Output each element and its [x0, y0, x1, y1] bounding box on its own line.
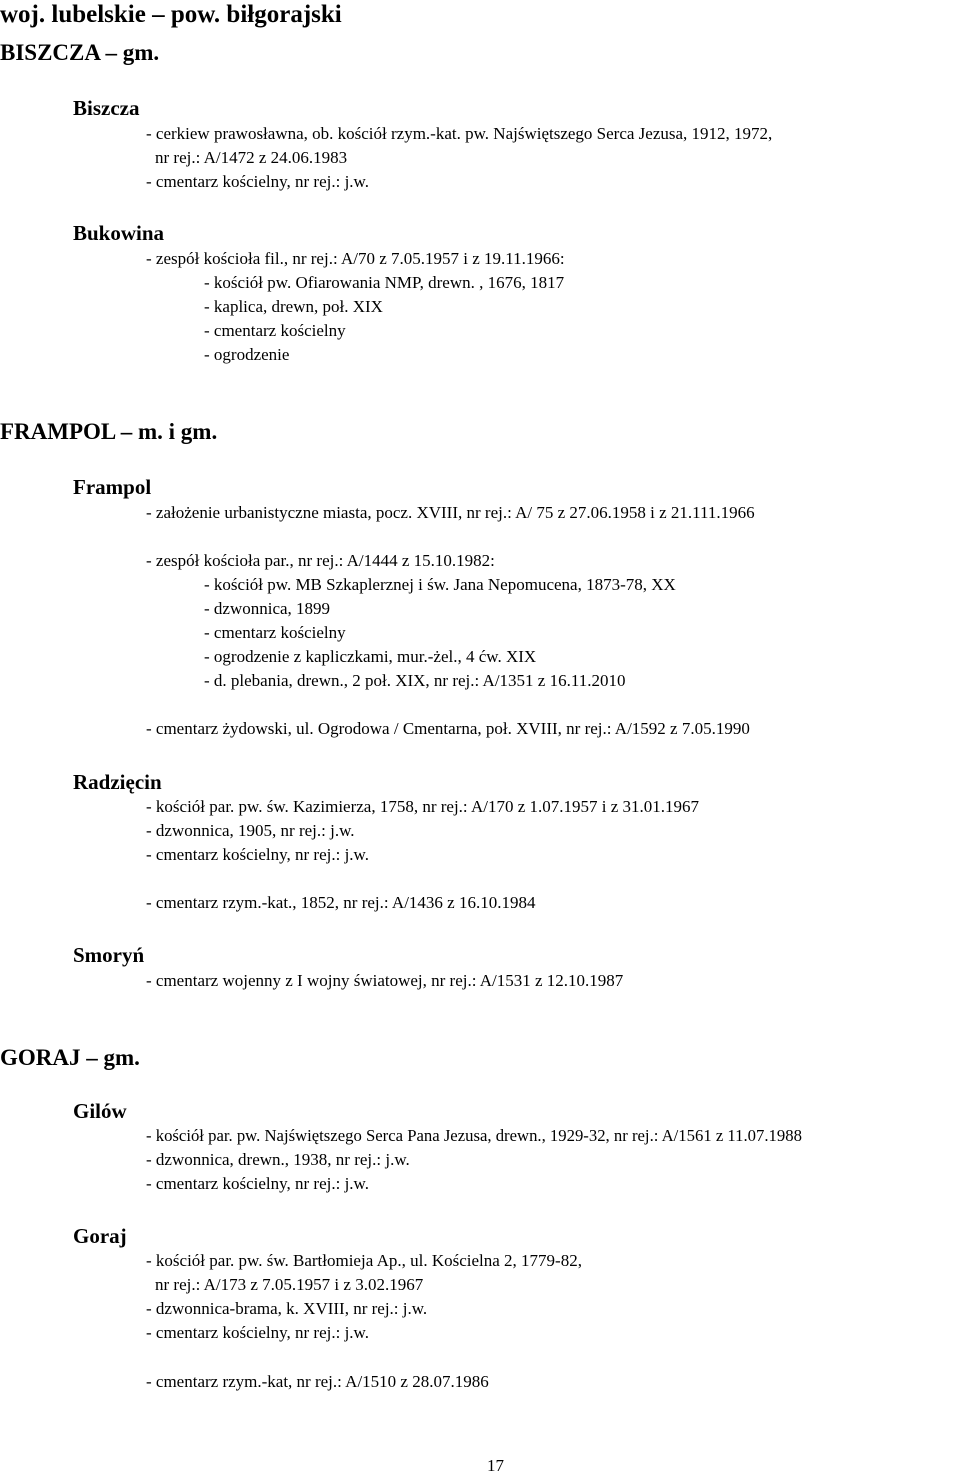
gmina-heading-biszcza: BISZCZA – gm.	[0, 40, 160, 65]
entry-line: - dzwonnica-brama, k. XVIII, nr rej.: j.w.	[146, 1299, 428, 1318]
place-heading-smoryn: Smoryń	[73, 943, 145, 967]
entry-line: - cmentarz kościelny, nr rej.: j.w.	[146, 172, 369, 191]
gmina-heading-frampol: FRAMPOL – m. i gm.	[0, 419, 218, 444]
entry-line: - ogrodzenie	[204, 345, 290, 364]
entry-line: - cmentarz rzym.-kat, nr rej.: A/1510 z 28.07.1986	[146, 1372, 489, 1391]
place-heading-biszcza: Biszcza	[73, 96, 140, 120]
place-heading-frampol: Frampol	[73, 475, 152, 499]
entry-line: - kościół par. pw. św. Kazimierza, 1758, nr rej.: A/170 z 1.07.1957 i z 31.01.1967	[146, 797, 700, 816]
entry-line: - kościół par. pw. Najświętszego Serca Pana Jezusa, drewn., 1929-32, nr rej.: A/1561 z 11.07.1988	[146, 1126, 802, 1145]
entry-line: - dzwonnica, 1905, nr rej.: j.w.	[146, 821, 355, 840]
entry-line: - cmentarz kościelny, nr rej.: j.w.	[146, 1174, 369, 1193]
entry-line: - dzwonnica, drewn., 1938, nr rej.: j.w.	[146, 1150, 410, 1169]
entry-line: - zespół kościoła fil., nr rej.: A/70 z 7.05.1957 i z 19.11.1966:	[146, 249, 565, 268]
place-heading-radziecin: Radzięcin	[73, 770, 162, 794]
entry-line: nr rej.: A/1472 z 24.06.1983	[155, 148, 348, 167]
gmina-heading-goraj: GORAJ – gm.	[0, 1045, 140, 1070]
entry-line: - kościół pw. Ofiarowania NMP, drewn. , 1676, 1817	[204, 273, 565, 292]
region-heading: woj. lubelskie – pow. biłgorajski	[0, 1, 342, 28]
place-heading-bukowina: Bukowina	[73, 221, 165, 245]
entry-line: - cmentarz kościelny	[204, 321, 346, 340]
entry-line: - kościół pw. MB Szkaplerznej i św. Jana Nepomucena, 1873-78, XX	[204, 575, 676, 594]
place-heading-goraj: Goraj	[73, 1224, 127, 1248]
entry-line: - cmentarz rzym.-kat., 1852, nr rej.: A/1436 z 16.10.1984	[146, 893, 536, 912]
entry-line: - założenie urbanistyczne miasta, pocz. XVIII, nr rej.: A/ 75 z 27.06.1958 i z 21.111.1966	[146, 503, 755, 522]
entry-line: - cmentarz wojenny z I wojny światowej, nr rej.: A/1531 z 12.10.1987	[146, 971, 624, 990]
entry-line: - cmentarz żydowski, ul. Ogrodowa / Cmentarna, poł. XVIII, nr rej.: A/1592 z 7.05.1990	[146, 719, 750, 738]
page-number: 17	[487, 1456, 504, 1475]
entry-line: - cmentarz kościelny	[204, 623, 346, 642]
entry-line: nr rej.: A/173 z 7.05.1957 i z 3.02.1967	[155, 1275, 424, 1294]
place-heading-gilow: Gilów	[73, 1099, 127, 1123]
entry-line: - ogrodzenie z kapliczkami, mur.-żel., 4 ćw. XIX	[204, 647, 537, 666]
entry-line: - cerkiew prawosławna, ob. kościół rzym.-kat. pw. Najświętszego Serca Jezusa, 1912, 1972,	[146, 124, 773, 143]
entry-line: - d. plebania, drewn., 2 poł. XIX, nr rej.: A/1351 z 16.11.2010	[204, 671, 626, 690]
entry-line: - cmentarz kościelny, nr rej.: j.w.	[146, 845, 369, 864]
entry-line: - kościół par. pw. św. Bartłomieja Ap., ul. Kościelna 2, 1779-82,	[146, 1251, 582, 1270]
entry-line: - kaplica, drewn, poł. XIX	[204, 297, 383, 316]
entry-line: - zespół kościoła par., nr rej.: A/1444 z 15.10.1982:	[146, 551, 495, 570]
entry-line: - dzwonnica, 1899	[204, 599, 331, 618]
entry-line: - cmentarz kościelny, nr rej.: j.w.	[146, 1323, 369, 1342]
